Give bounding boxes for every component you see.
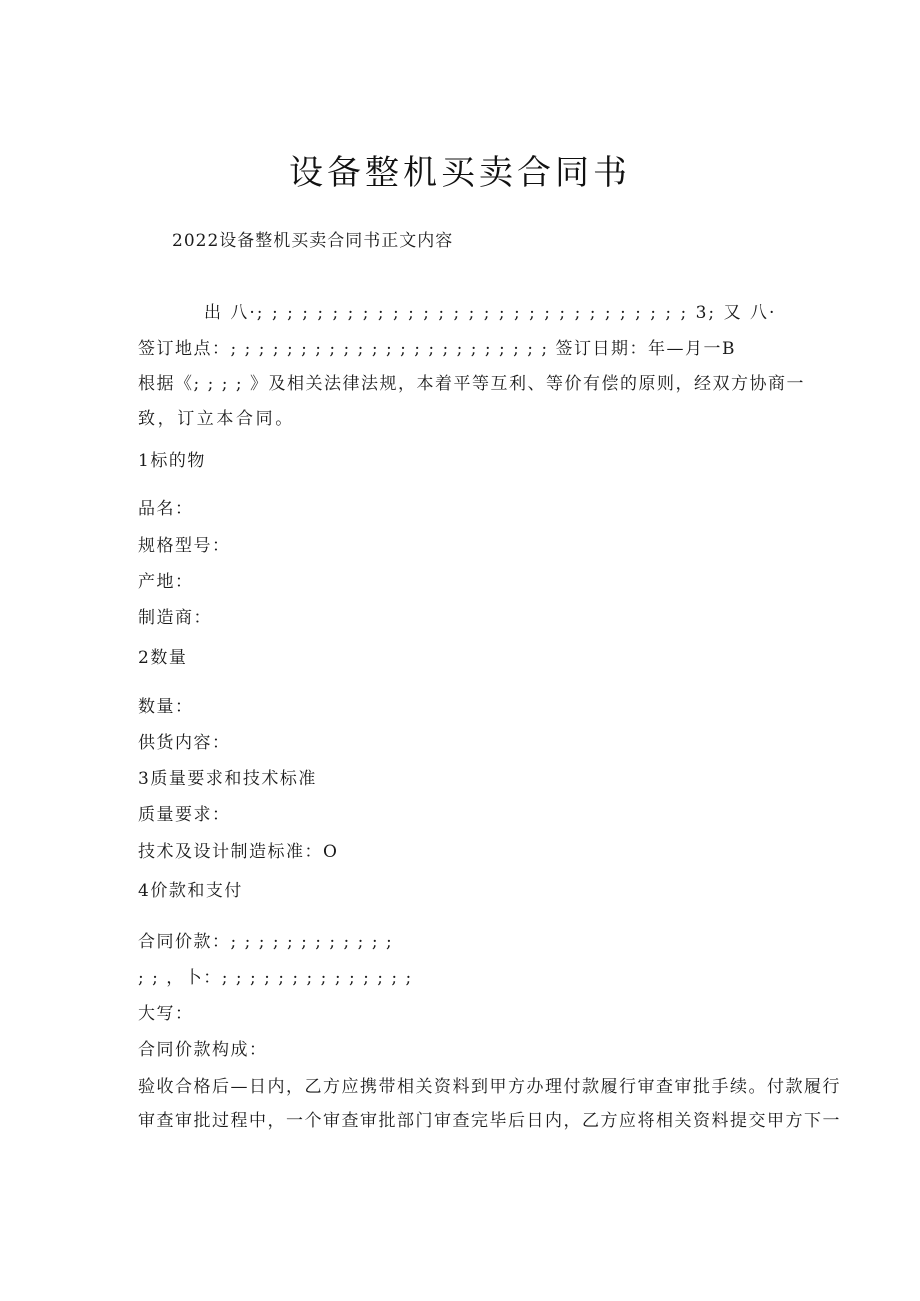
preamble-line-2: 致，订立本合同。 (138, 409, 295, 429)
preamble-line-1: 根据《; ; ; ; 》及相关法律法规，本着平等互利、等价有偿的原则，经双方协商一 (138, 374, 806, 394)
payment-paragraph-line-2: 审查审批过程中，一个审查审批部门审查完毕后日内，乙方应将相关资料提交甲方下一 (138, 1111, 841, 1131)
field-technical-standards: 技术及设计制造标准：O (138, 842, 339, 862)
field-product-name: 品名： (138, 499, 194, 519)
field-quantity: 数量： (138, 697, 194, 717)
document-subtitle: 2022设备整机买卖合同书正文内容 (172, 231, 454, 251)
payment-paragraph-line-1: 验收合格后—日内，乙方应携带相关资料到甲方办理付款履行审查审批手续。付款履行 (138, 1077, 841, 1097)
section-heading-subject: 1标的物 (138, 451, 206, 471)
field-supply-content: 供货内容： (138, 733, 231, 753)
field-contract-price-continued: ; ; ，卜：; ; ; ; ; ; ; ; ; ; ; ; ; ; (138, 968, 413, 988)
section-heading-price-payment: 4价款和支付 (138, 881, 243, 901)
field-contract-price: 合同价款：; ; ; ; ; ; ; ; ; ; ; ; (138, 932, 394, 952)
document-title: 设备整机买卖合同书 (289, 153, 631, 193)
field-price-composition: 合同价款构成： (138, 1040, 268, 1060)
field-amount-in-words: 大写： (138, 1004, 194, 1024)
section-heading-quality: 3质量要求和技术标准 (138, 769, 317, 789)
party-line: 出 八·; ; ; ; ; ; ; ; ; ; ; ; ; ; ; ; ; ; ; ; ; ; ; ; ; ; ; ; ; 3; 又 八· (204, 303, 777, 323)
field-origin: 产地： (138, 572, 194, 592)
field-quality-requirements: 质量要求： (138, 805, 231, 825)
field-manufacturer: 制造商： (138, 608, 212, 628)
signing-location-date-line: 签订地点：; ; ; ; ; ; ; ; ; ; ; ; ; ; ; ; ; ; ; ; ; ; ; 签订日期：年—月一B (138, 339, 737, 359)
section-heading-quantity: 2数量 (138, 648, 188, 668)
field-model-spec: 规格型号： (138, 536, 231, 556)
